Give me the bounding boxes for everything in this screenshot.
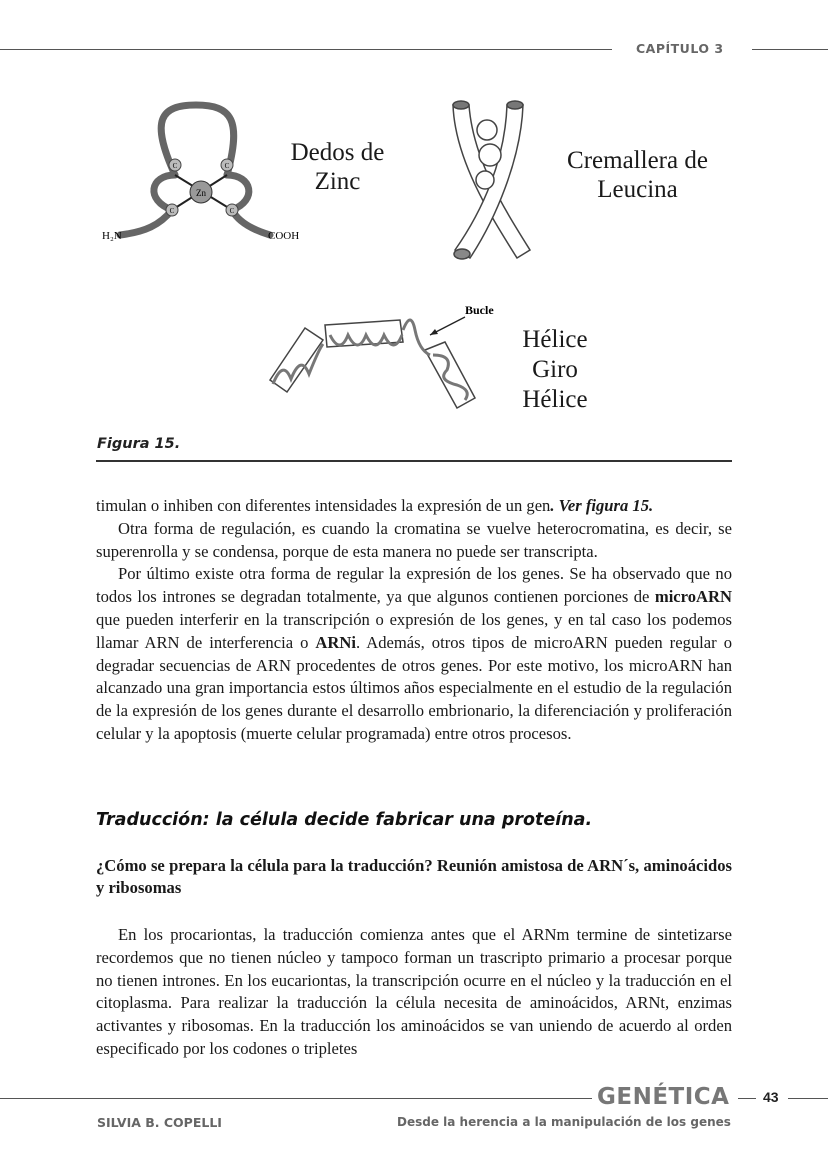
footer-rule-right <box>788 1098 828 1099</box>
text: . Además, otros tipos de microARN pueden regular o degradar secuencias de ARN procedentes de otros genes. Por este motivo, los microARN han alcanzado una gran importancia estos últimos años especialmente en el estudio de la regulación de la expresión de los genes durante el desarrollo embrionario, la diferenciación y proliferación celular y la apoptosis (muerte celular programada) entre otros procesos. <box>96 632 732 743</box>
cysteine-label: C <box>224 162 230 170</box>
section-heading: Traducción: la célula decide fabricar una proteína. <box>96 810 593 830</box>
paragraph: Otra forma de regulación, es cuando la cromatina se vuelve heterocromatina, es decir, se superenrolla y se condensa, porque de esta manera no puede ser transcripta. <box>96 518 732 561</box>
paragraph: En los procariontas, la traducción comienza antes que el ARNm termine de sintetizarse recordemos que no tienen núcleo y tampoco forman un trascripto primario a procesar porque no tienen intrones. En los eucariontas, la transcripción ocurre en el núcleo y la traducción en el citoplasma. Para realizar la traducción la célula necesita de aminoácidos, ARNt, enzimas activantes y ribosomas. En la traducción los aminoácidos se van uniendo de acuerdo al orden especificado por los codones o tripletes <box>96 925 732 1058</box>
c-terminus-label: COOH <box>268 230 300 242</box>
title-line: Zinc <box>314 168 361 195</box>
paragraph <box>96 563 732 745</box>
figure-caption: Figura 15. <box>97 436 181 452</box>
text: Por último existe otra forma de regular la expresión de los genes. Se ha observado que no todos los intrones se degradan totalmente, ya que algunos contienen porciones de <box>96 564 732 607</box>
figure-reference: . Ver figura 15. <box>550 496 654 515</box>
zinc-atom-label: Zn <box>196 188 206 198</box>
helix-turn-helix-illustration <box>265 300 505 430</box>
body-text-2 <box>96 924 732 1061</box>
figure-rule <box>96 460 732 462</box>
chapter-label: CAPÍTULO 3 <box>636 41 724 56</box>
header-rule-left <box>0 49 612 50</box>
zinc-finger-title <box>270 138 405 196</box>
leucine-zipper-title <box>550 146 725 204</box>
footer-rule-left <box>0 1098 592 1099</box>
author: SILVIA B. COPELLI <box>97 1115 222 1130</box>
loop-label: Bucle <box>465 303 494 317</box>
title-line: Giro <box>532 356 578 383</box>
text: timulan o inhiben con diferentes intensidades la expresión de un gen <box>96 496 551 515</box>
term-arni: ARNi <box>315 632 356 652</box>
cysteine-label: C <box>172 162 178 170</box>
subheading: ¿Cómo se prepara la célula para la traducción? Reunión amistosa de ARN´s, aminoácidos y ribosomas <box>96 856 732 897</box>
title-line: Hélice <box>522 386 588 413</box>
page-number: 43 <box>763 1089 779 1105</box>
text: que pueden interferir en la transcripción o expresión de los genes, y en tal caso los podemos llamar ARN de interferencia o <box>96 609 732 652</box>
footer-rule-mid <box>738 1098 756 1099</box>
book-subtitle: Desde la herencia a la manipulación de los genes <box>397 1115 731 1129</box>
body-text <box>96 495 732 746</box>
leucine-zipper-illustration <box>445 100 550 265</box>
term-microarn: microARN <box>654 587 732 607</box>
header-rule-right <box>752 49 828 50</box>
cysteine-label: C <box>229 207 235 215</box>
book-title: GENÉTICA <box>597 1084 730 1110</box>
title-line: Dedos de <box>290 139 385 166</box>
cysteine-label: C <box>169 207 175 215</box>
title-line: Cremallera de <box>567 147 708 174</box>
title-line: Hélice <box>522 326 588 353</box>
helix-turn-helix-title <box>505 325 605 415</box>
n-terminus-label: H₂N <box>102 230 122 242</box>
title-line: Leucina <box>597 176 678 203</box>
paragraph <box>96 495 732 518</box>
